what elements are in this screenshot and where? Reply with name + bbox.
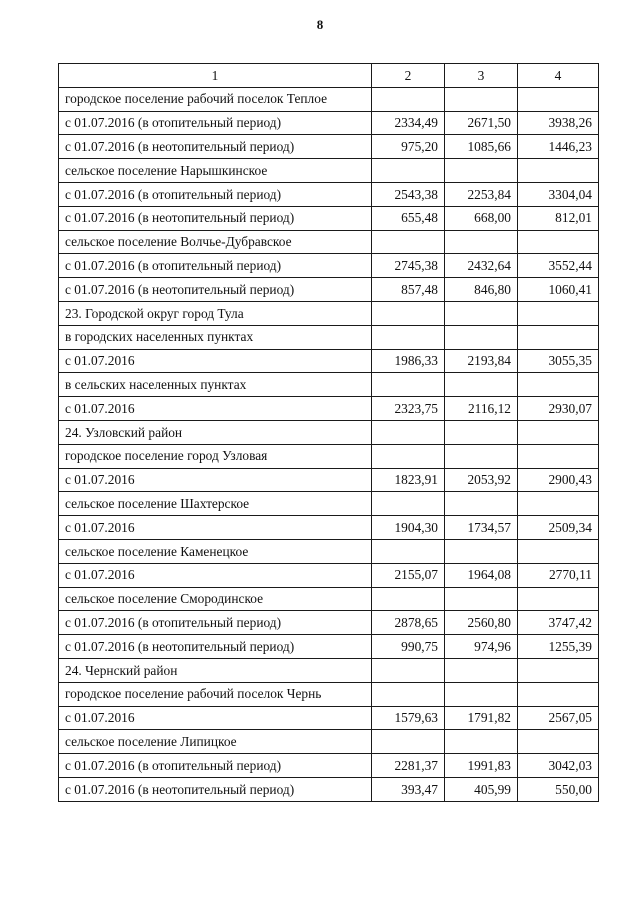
tariff-value-cell: 812,01 — [518, 206, 599, 230]
tariff-value-cell — [445, 730, 518, 754]
table-row — [59, 444, 599, 468]
column-header: 4 — [518, 64, 599, 88]
tariff-value-cell: 2671,50 — [445, 111, 518, 135]
tariff-value-cell — [518, 325, 599, 349]
tariff-value-cell: 1904,30 — [372, 516, 445, 540]
tariff-value-cell — [445, 420, 518, 444]
tariff-value-cell: 2155,07 — [372, 563, 445, 587]
row-label: с 01.07.2016 (в неотопительный период) — [59, 206, 372, 230]
tariff-value-cell — [518, 444, 599, 468]
row-label: с 01.07.2016 — [59, 563, 372, 587]
table-row — [59, 206, 599, 230]
table-row — [59, 254, 599, 278]
row-label: 24. Чернский район — [59, 658, 372, 682]
table-body — [59, 87, 599, 801]
table-row — [59, 492, 599, 516]
tariff-value-cell: 2509,34 — [518, 516, 599, 540]
tariff-value-cell: 3304,04 — [518, 182, 599, 206]
tariff-value-cell: 1734,57 — [445, 516, 518, 540]
table-row — [59, 706, 599, 730]
table-row — [59, 777, 599, 801]
table-header-row — [59, 64, 599, 88]
table-row — [59, 682, 599, 706]
tariff-value-cell — [445, 373, 518, 397]
tariff-value-cell: 1823,91 — [372, 468, 445, 492]
table-row — [59, 301, 599, 325]
table-row — [59, 230, 599, 254]
tariff-value-cell: 2193,84 — [445, 349, 518, 373]
table-row — [59, 754, 599, 778]
tariff-value-cell: 2334,49 — [372, 111, 445, 135]
row-label: городское поселение город Узловая — [59, 444, 372, 468]
row-label: в сельских населенных пунктах — [59, 373, 372, 397]
table-row — [59, 516, 599, 540]
tariff-value-cell — [518, 492, 599, 516]
tariff-value-cell: 655,48 — [372, 206, 445, 230]
table-row — [59, 587, 599, 611]
tariff-value-cell — [372, 325, 445, 349]
column-header: 3 — [445, 64, 518, 88]
tariff-value-cell — [445, 230, 518, 254]
table-row — [59, 468, 599, 492]
table-row — [59, 611, 599, 635]
table-row — [59, 373, 599, 397]
tariff-value-cell: 1060,41 — [518, 278, 599, 302]
table-row — [59, 182, 599, 206]
table-row — [59, 635, 599, 659]
tariff-value-cell: 2253,84 — [445, 182, 518, 206]
row-label: в городских населенных пунктах — [59, 325, 372, 349]
tariff-value-cell — [372, 492, 445, 516]
tariff-value-cell: 2281,37 — [372, 754, 445, 778]
tariff-value-cell — [372, 682, 445, 706]
tariff-value-cell — [445, 539, 518, 563]
tariff-value-cell — [372, 444, 445, 468]
tariff-value-cell: 3747,42 — [518, 611, 599, 635]
row-label: сельское поселение Шахтерское — [59, 492, 372, 516]
tariff-value-cell — [518, 420, 599, 444]
tariff-value-cell — [445, 444, 518, 468]
tariff-value-cell: 857,48 — [372, 278, 445, 302]
tariff-value-cell: 2053,92 — [445, 468, 518, 492]
tariff-value-cell: 2930,07 — [518, 397, 599, 421]
tariff-value-cell — [518, 87, 599, 111]
tariff-value-cell: 1791,82 — [445, 706, 518, 730]
tariff-value-cell — [445, 587, 518, 611]
tariff-value-cell — [518, 230, 599, 254]
tariff-value-cell: 990,75 — [372, 635, 445, 659]
tariff-value-cell — [372, 730, 445, 754]
tariff-value-cell: 3552,44 — [518, 254, 599, 278]
row-label: 23. Городской округ город Тула — [59, 301, 372, 325]
table-row — [59, 111, 599, 135]
tariff-value-cell — [372, 539, 445, 563]
tariff-value-cell — [372, 587, 445, 611]
tariff-value-cell: 2560,80 — [445, 611, 518, 635]
tariff-value-cell: 2878,65 — [372, 611, 445, 635]
row-label: с 01.07.2016 — [59, 706, 372, 730]
tariff-value-cell: 975,20 — [372, 135, 445, 159]
row-label: с 01.07.2016 (в отопительный период) — [59, 182, 372, 206]
tariff-value-cell: 1255,39 — [518, 635, 599, 659]
row-label: с 01.07.2016 (в отопительный период) — [59, 611, 372, 635]
tariff-value-cell: 1986,33 — [372, 349, 445, 373]
table-row — [59, 397, 599, 421]
tariff-value-cell: 2745,38 — [372, 254, 445, 278]
row-label: с 01.07.2016 — [59, 349, 372, 373]
row-label: с 01.07.2016 (в неотопительный период) — [59, 135, 372, 159]
row-label: с 01.07.2016 (в отопительный период) — [59, 254, 372, 278]
tariff-value-cell: 668,00 — [445, 206, 518, 230]
page-number: 8 — [316, 17, 324, 32]
tariff-value-cell: 2432,64 — [445, 254, 518, 278]
tariff-value-cell — [445, 682, 518, 706]
tariff-value-cell: 1991,83 — [445, 754, 518, 778]
row-label: 24. Узловский район — [59, 420, 372, 444]
tariff-value-cell — [518, 539, 599, 563]
tariff-value-cell — [372, 420, 445, 444]
row-label: с 01.07.2016 — [59, 468, 372, 492]
row-label: сельское поселение Каменецкое — [59, 539, 372, 563]
row-label: сельское поселение Липицкое — [59, 730, 372, 754]
row-label: городское поселение рабочий поселок Теплое — [59, 87, 372, 111]
table-row — [59, 658, 599, 682]
table-row — [59, 159, 599, 183]
tariff-value-cell: 2770,11 — [518, 563, 599, 587]
tariff-value-cell — [445, 159, 518, 183]
tariff-value-cell — [372, 159, 445, 183]
table-row — [59, 730, 599, 754]
tariff-value-cell: 2567,05 — [518, 706, 599, 730]
tariff-value-cell: 2900,43 — [518, 468, 599, 492]
tariff-value-cell — [518, 682, 599, 706]
tariff-value-cell: 1446,23 — [518, 135, 599, 159]
tariff-value-cell: 846,80 — [445, 278, 518, 302]
row-label: с 01.07.2016 (в отопительный период) — [59, 111, 372, 135]
tariff-value-cell — [445, 87, 518, 111]
tariff-value-cell: 1579,63 — [372, 706, 445, 730]
table-row — [59, 563, 599, 587]
tariff-value-cell: 393,47 — [372, 777, 445, 801]
tariff-value-cell — [445, 301, 518, 325]
tariff-value-cell: 1964,08 — [445, 563, 518, 587]
tariff-value-cell — [445, 658, 518, 682]
tariff-value-cell — [445, 492, 518, 516]
row-label: с 01.07.2016 — [59, 397, 372, 421]
table-row — [59, 278, 599, 302]
column-header: 1 — [59, 64, 372, 88]
tariff-value-cell — [372, 658, 445, 682]
tariff-value-cell: 2323,75 — [372, 397, 445, 421]
tariff-value-cell: 3042,03 — [518, 754, 599, 778]
row-label: сельское поселение Волчье-Дубравское — [59, 230, 372, 254]
tariff-value-cell — [518, 730, 599, 754]
tariff-value-cell — [518, 658, 599, 682]
tariff-value-cell: 974,96 — [445, 635, 518, 659]
row-label: городское поселение рабочий поселок Чернь — [59, 682, 372, 706]
tariff-value-cell — [372, 87, 445, 111]
table-row — [59, 135, 599, 159]
tariff-value-cell: 550,00 — [518, 777, 599, 801]
tariff-value-cell: 1085,66 — [445, 135, 518, 159]
table-row — [59, 420, 599, 444]
table-row — [59, 87, 599, 111]
row-label: с 01.07.2016 (в неотопительный период) — [59, 278, 372, 302]
tariff-value-cell — [372, 373, 445, 397]
tariff-value-cell — [372, 230, 445, 254]
tariff-table — [58, 63, 599, 802]
tariff-value-cell — [518, 373, 599, 397]
tariff-value-cell — [518, 301, 599, 325]
tariff-value-cell: 2543,38 — [372, 182, 445, 206]
row-label: с 01.07.2016 (в отопительный период) — [59, 754, 372, 778]
table-row — [59, 325, 599, 349]
tariff-value-cell: 405,99 — [445, 777, 518, 801]
tariff-value-cell: 3055,35 — [518, 349, 599, 373]
row-label: сельское поселение Нарышкинское — [59, 159, 372, 183]
tariff-value-cell — [445, 325, 518, 349]
row-label: с 01.07.2016 (в неотопительный период) — [59, 635, 372, 659]
tariff-value-cell: 3938,26 — [518, 111, 599, 135]
tariff-value-cell — [518, 587, 599, 611]
tariff-value-cell — [518, 159, 599, 183]
table-row — [59, 539, 599, 563]
table-row — [59, 349, 599, 373]
column-header: 2 — [372, 64, 445, 88]
row-label: сельское поселение Смородинское — [59, 587, 372, 611]
tariff-value-cell — [372, 301, 445, 325]
tariff-value-cell: 2116,12 — [445, 397, 518, 421]
row-label: с 01.07.2016 — [59, 516, 372, 540]
row-label: с 01.07.2016 (в неотопительный период) — [59, 777, 372, 801]
